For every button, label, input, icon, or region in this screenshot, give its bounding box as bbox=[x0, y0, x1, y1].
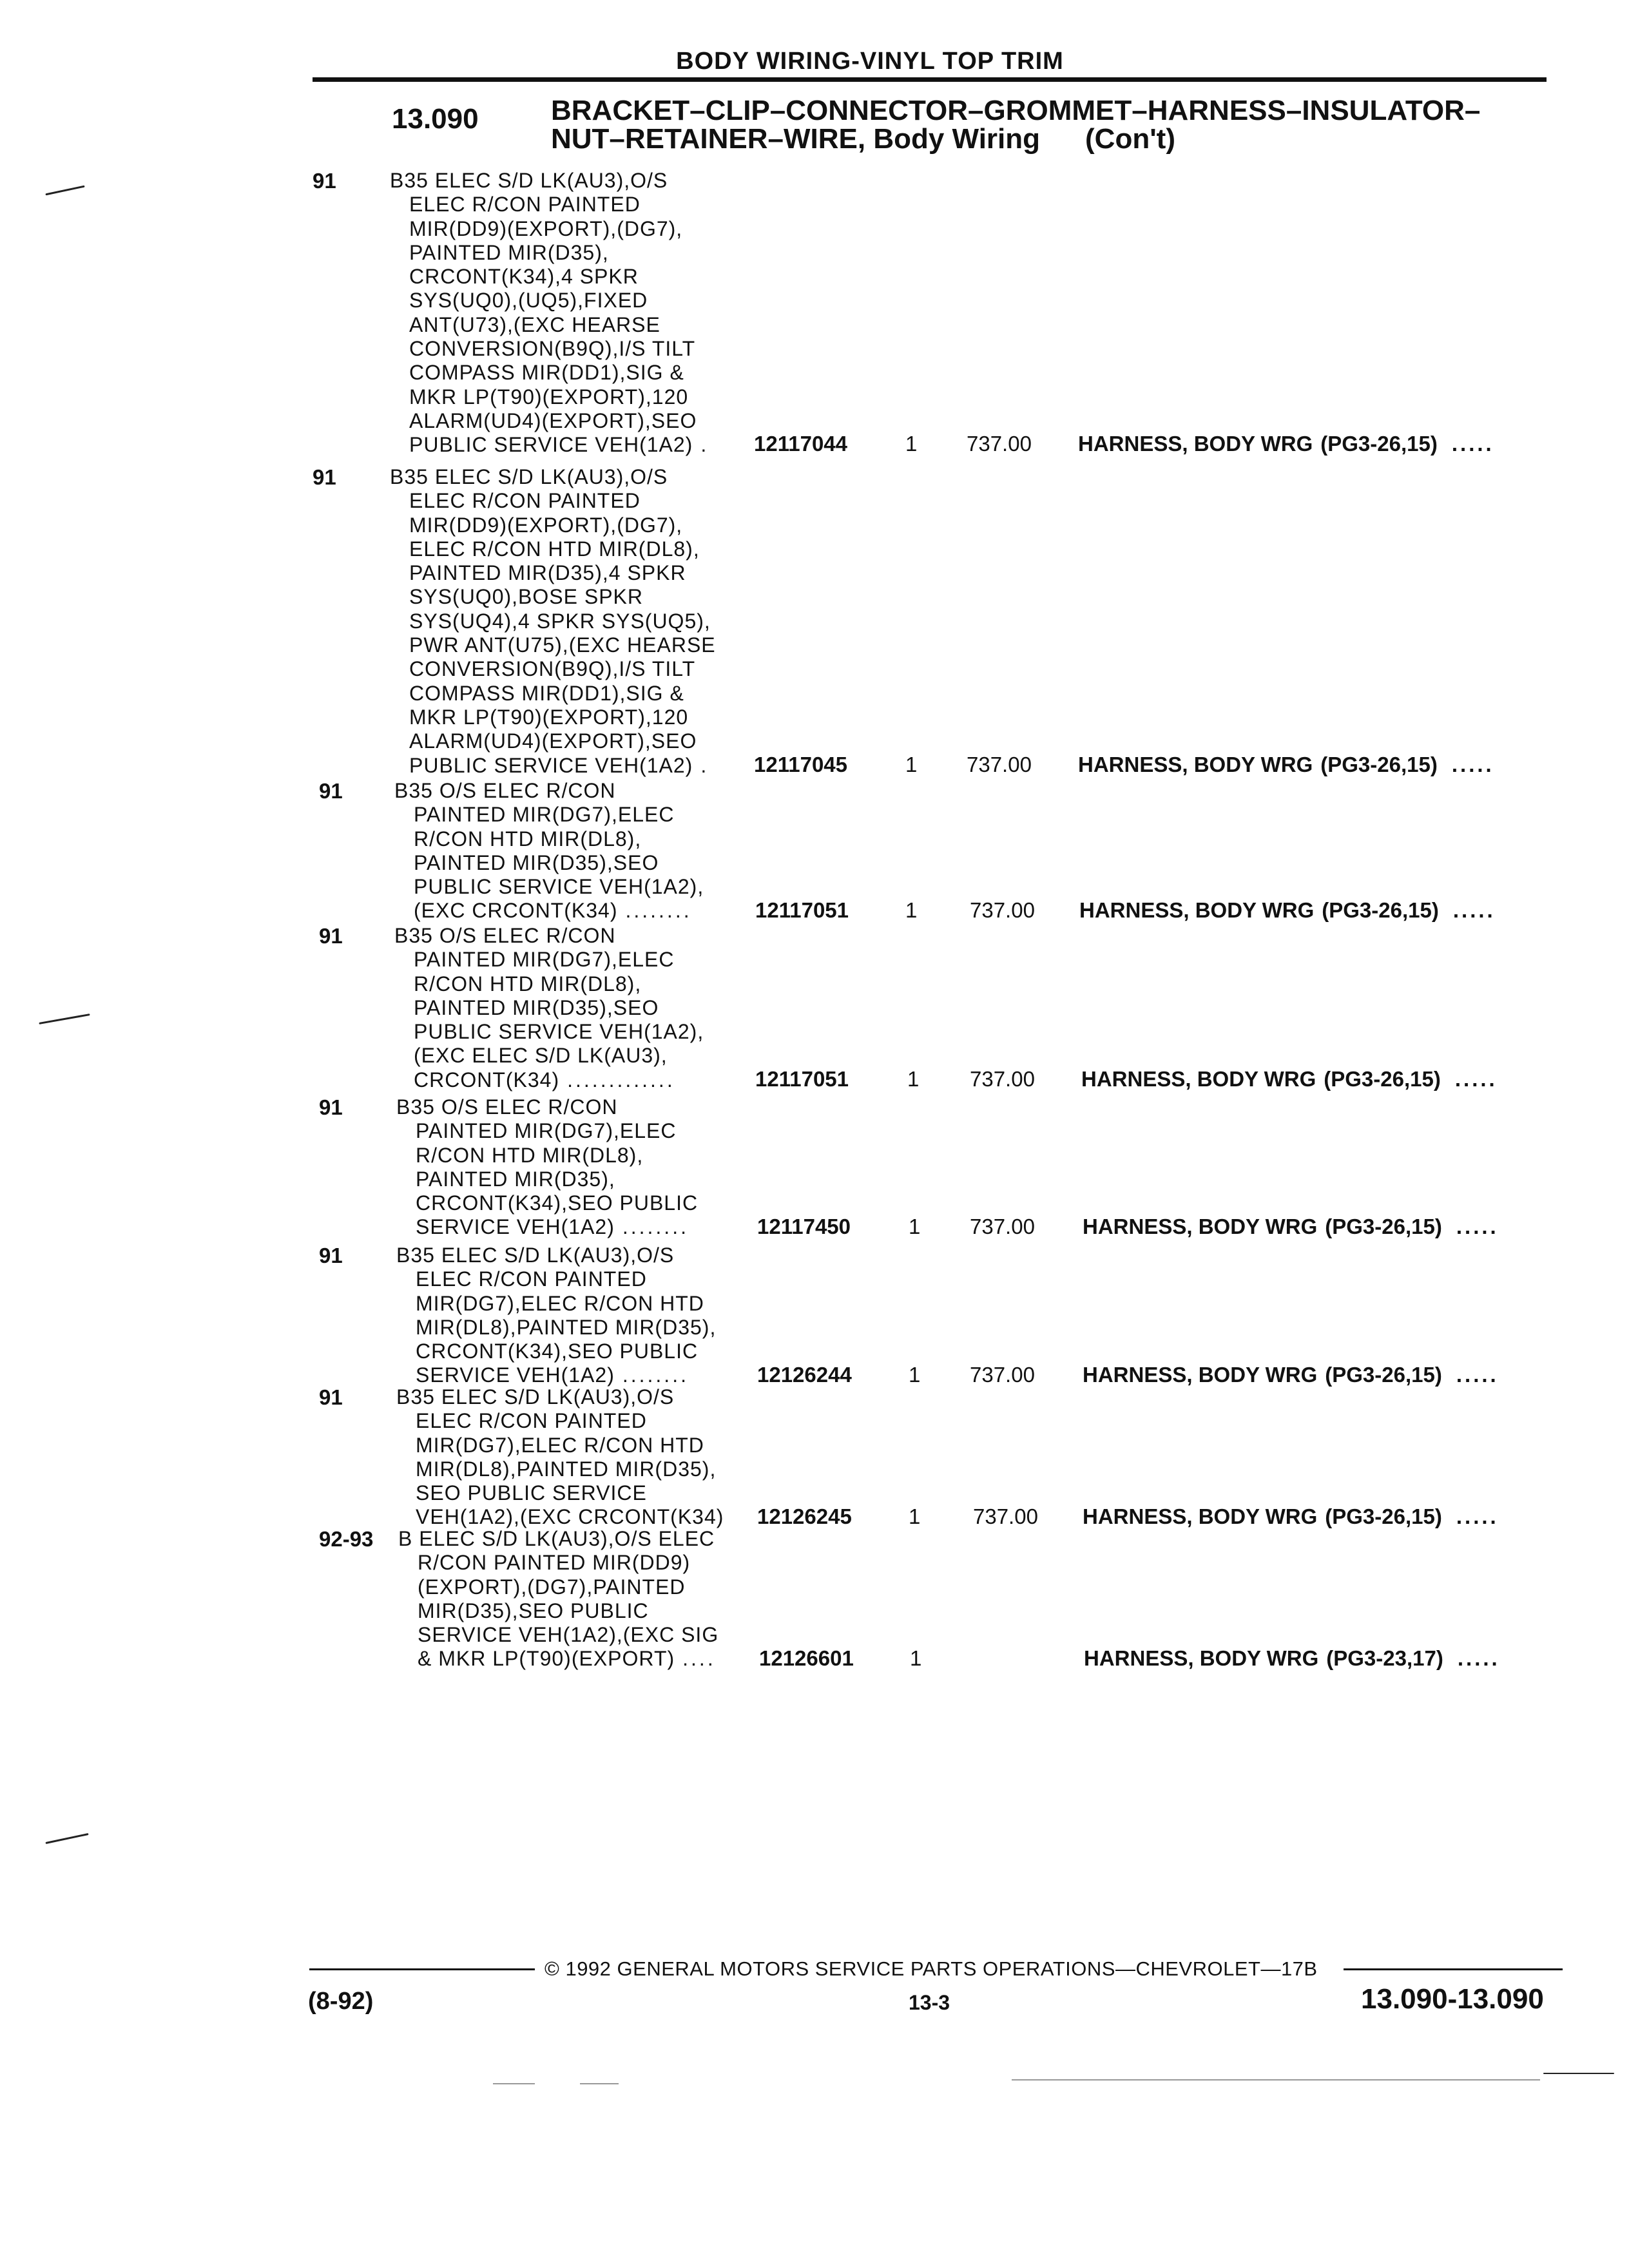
entry-qty: 1 bbox=[909, 1504, 921, 1528]
leader-dots: .... bbox=[682, 1647, 716, 1671]
part-name-text: HARNESS, BODY WRG bbox=[1079, 898, 1315, 922]
description-line: R/CON HTD MIR(DL8), bbox=[414, 827, 642, 850]
entry-price: 737.00 bbox=[970, 1362, 1035, 1387]
entry-part-no: 12117051 bbox=[755, 1066, 849, 1091]
entry-description bbox=[394, 779, 704, 923]
description-line: PUBLIC SERVICE VEH(1A2) bbox=[409, 433, 693, 457]
description-line: VEH(1A2),(EXC CRCONT(K34) bbox=[416, 1505, 724, 1529]
description-line: ELEC R/CON PAINTED bbox=[409, 193, 641, 216]
scan-mark bbox=[39, 1014, 90, 1024]
entry-description bbox=[390, 169, 709, 457]
entry-year: 91 bbox=[313, 465, 336, 489]
description-line: MKR LP(T90)(EXPORT),120 bbox=[409, 705, 689, 729]
leader-dots: ............. bbox=[567, 1068, 675, 1091]
part-name-text: HARNESS, BODY WRG bbox=[1083, 1504, 1318, 1528]
entry-part-name bbox=[1081, 1067, 1498, 1091]
description-line: B35 ELEC S/D LK(AU3),O/S bbox=[390, 169, 668, 192]
entry-price: 737.00 bbox=[967, 752, 1032, 776]
footer-section-range: 13.090-13.090 bbox=[1361, 1983, 1544, 2015]
description-line: SERVICE VEH(1A2) bbox=[416, 1363, 615, 1387]
entry-price: 737.00 bbox=[970, 898, 1035, 922]
entry-part-no: 12126244 bbox=[757, 1362, 852, 1387]
description-line: R/CON PAINTED MIR(DD9) bbox=[418, 1551, 691, 1575]
entry-qty: 1 bbox=[907, 1066, 920, 1091]
section-title-line-2-wrap bbox=[551, 125, 1518, 153]
description-line: CRCONT(K34),SEO PUBLIC bbox=[416, 1191, 699, 1215]
entry-price: 737.00 bbox=[970, 1214, 1035, 1238]
illustration-ref: (PG3-26,15) bbox=[1324, 1066, 1441, 1091]
description-line: ELEC R/CON PAINTED bbox=[416, 1409, 647, 1433]
entry-qty: 1 bbox=[909, 1362, 921, 1387]
part-name-text: HARNESS, BODY WRG bbox=[1081, 1066, 1316, 1091]
entry-qty: 1 bbox=[905, 752, 918, 776]
entry-year: 91 bbox=[319, 1244, 343, 1267]
description-line: PAINTED MIR(D35), bbox=[409, 240, 609, 264]
entry-description bbox=[390, 465, 716, 778]
description-line: PAINTED MIR(D35),SEO bbox=[414, 995, 659, 1019]
description-line: MIR(DG7),ELEC R/CON HTD bbox=[416, 1291, 704, 1315]
description-line: ALARM(UD4)(EXPORT),SEO bbox=[409, 729, 697, 753]
entry-part-no: 12117051 bbox=[755, 898, 849, 922]
entry-year: 91 bbox=[319, 779, 343, 803]
trailing-dots: ..... bbox=[1456, 1362, 1499, 1387]
description-line: (EXPORT),(DG7),PAINTED bbox=[418, 1575, 686, 1599]
description-line: B35 ELEC S/D LK(AU3),O/S bbox=[396, 1385, 675, 1408]
entry-part-name bbox=[1083, 1504, 1499, 1529]
entry-year: 92-93 bbox=[319, 1527, 374, 1551]
description-line: SYS(UQ0),(UQ5),FIXED bbox=[409, 289, 648, 312]
description-line: PAINTED MIR(D35),4 SPKR bbox=[409, 561, 686, 585]
trailing-dots: ..... bbox=[1451, 752, 1494, 776]
description-line: ELEC R/CON PAINTED bbox=[409, 489, 641, 513]
description-line: SERVICE VEH(1A2),(EXC SIG bbox=[418, 1623, 719, 1647]
entry-price: 737.00 bbox=[970, 1066, 1035, 1091]
entry-description bbox=[396, 1385, 724, 1530]
description-line: MIR(D35),SEO PUBLIC bbox=[418, 1599, 649, 1622]
illustration-ref: (PG3-26,15) bbox=[1325, 1214, 1442, 1238]
entry-part-no: 12126601 bbox=[759, 1646, 854, 1670]
scan-mark bbox=[1543, 2073, 1614, 2074]
description-line: CRCONT(K34),SEO PUBLIC bbox=[416, 1340, 699, 1363]
footer-rule-right bbox=[1344, 1968, 1563, 1970]
trailing-dots: ..... bbox=[1452, 898, 1496, 922]
entry-part-name bbox=[1078, 432, 1494, 456]
section-number: 13.090 bbox=[392, 103, 479, 135]
part-name-text: HARNESS, BODY WRG bbox=[1083, 1362, 1318, 1387]
description-line: PAINTED MIR(DG7),ELEC bbox=[414, 803, 675, 827]
trailing-dots: ..... bbox=[1451, 432, 1494, 456]
entry-description bbox=[398, 1527, 718, 1671]
part-name-text: HARNESS, BODY WRG bbox=[1078, 752, 1313, 776]
footer-copyright: © 1992 GENERAL MOTORS SERVICE PARTS OPERATIONS—CHEVROLET—17B bbox=[545, 1957, 1318, 1980]
entry-description bbox=[394, 924, 704, 1092]
entry-part-no: 12117044 bbox=[754, 432, 848, 456]
description-line: MIR(DG7),ELEC R/CON HTD bbox=[416, 1433, 704, 1457]
scan-mark bbox=[580, 2083, 619, 2084]
entry-part-no: 12126245 bbox=[757, 1504, 852, 1528]
scan-mark bbox=[45, 186, 84, 196]
leader-dots: . bbox=[700, 433, 709, 457]
entry-qty: 1 bbox=[910, 1646, 922, 1670]
description-line: PAINTED MIR(D35), bbox=[416, 1167, 615, 1191]
description-line: ALARM(UD4)(EXPORT),SEO bbox=[409, 408, 697, 432]
entry-qty: 1 bbox=[905, 432, 918, 456]
description-line: & MKR LP(T90)(EXPORT) bbox=[418, 1647, 675, 1671]
entry-price: 737.00 bbox=[967, 432, 1032, 456]
scan-mark bbox=[45, 1833, 88, 1844]
leader-dots: ........ bbox=[622, 1363, 689, 1387]
description-line: B35 O/S ELEC R/CON bbox=[394, 779, 616, 802]
entry-part-name bbox=[1079, 898, 1496, 923]
entry-year: 91 bbox=[313, 169, 336, 193]
leader-dots: ........ bbox=[625, 899, 692, 923]
illustration-ref: (PG3-26,15) bbox=[1325, 1362, 1442, 1387]
entry-part-name bbox=[1078, 753, 1494, 777]
scan-mark bbox=[1012, 2079, 1540, 2081]
description-line: B ELEC S/D LK(AU3),O/S ELEC bbox=[398, 1527, 715, 1550]
description-line: R/CON HTD MIR(DL8), bbox=[414, 972, 642, 995]
section-title-line-1: BRACKET–CLIP–CONNECTOR–GROMMET–HARNESS–INSULATOR– bbox=[551, 95, 1481, 126]
entry-year: 91 bbox=[319, 1095, 343, 1119]
description-line: MKR LP(T90)(EXPORT),120 bbox=[409, 385, 689, 408]
entry-description bbox=[396, 1095, 698, 1240]
footer-rule-left bbox=[309, 1968, 535, 1970]
footer-page-number: 13-3 bbox=[909, 1991, 950, 2014]
illustration-ref: (PG3-23,17) bbox=[1326, 1646, 1443, 1670]
entry-part-no: 12117450 bbox=[757, 1214, 851, 1238]
description-line: ANT(U73),(EXC HEARSE bbox=[409, 312, 660, 336]
section-continued: (Con't) bbox=[1085, 123, 1175, 155]
scan-mark bbox=[493, 2083, 535, 2084]
entry-year: 91 bbox=[319, 1385, 343, 1409]
description-line: PUBLIC SERVICE VEH(1A2) bbox=[409, 753, 693, 777]
entry-part-name bbox=[1083, 1363, 1499, 1387]
description-line: PAINTED MIR(D35),SEO bbox=[414, 850, 659, 874]
description-line: CRCONT(K34),4 SPKR bbox=[409, 265, 639, 289]
trailing-dots: ..... bbox=[1454, 1066, 1498, 1091]
illustration-ref: (PG3-26,15) bbox=[1320, 432, 1438, 456]
description-line: COMPASS MIR(DD1),SIG & bbox=[409, 681, 684, 705]
description-line: PWR ANT(U75),(EXC HEARSE bbox=[409, 633, 716, 657]
description-line: ELEC R/CON HTD MIR(DL8), bbox=[409, 537, 700, 561]
description-line: B35 O/S ELEC R/CON bbox=[396, 1095, 618, 1119]
description-line: (EXC ELEC S/D LK(AU3), bbox=[414, 1044, 668, 1068]
description-line: PAINTED MIR(DG7),ELEC bbox=[414, 948, 675, 972]
description-line: MIR(DL8),PAINTED MIR(D35), bbox=[416, 1457, 717, 1481]
part-name-text: HARNESS, BODY WRG bbox=[1084, 1646, 1319, 1670]
illustration-ref: (PG3-26,15) bbox=[1320, 752, 1438, 776]
description-line: SYS(UQ4),4 SPKR SYS(UQ5), bbox=[409, 609, 711, 633]
description-line: R/CON HTD MIR(DL8), bbox=[416, 1143, 644, 1167]
footer-date: (8-92) bbox=[308, 1988, 374, 2015]
leader-dots: . bbox=[700, 753, 709, 777]
description-line: PUBLIC SERVICE VEH(1A2), bbox=[414, 1020, 704, 1044]
entry-year: 91 bbox=[319, 924, 343, 948]
description-line: CONVERSION(B9Q),I/S TILT bbox=[409, 337, 696, 361]
description-line: B35 ELEC S/D LK(AU3),O/S bbox=[396, 1244, 675, 1267]
illustration-ref: (PG3-26,15) bbox=[1325, 1504, 1442, 1528]
part-name-text: HARNESS, BODY WRG bbox=[1083, 1214, 1318, 1238]
description-line: PAINTED MIR(DG7),ELEC bbox=[416, 1119, 677, 1143]
entry-price: 737.00 bbox=[973, 1504, 1038, 1528]
entry-description bbox=[396, 1244, 716, 1388]
section-title-line-2: NUT–RETAINER–WIRE, Body Wiring bbox=[551, 123, 1041, 155]
trailing-dots: ..... bbox=[1457, 1646, 1500, 1670]
entry-qty: 1 bbox=[909, 1214, 921, 1238]
trailing-dots: ..... bbox=[1456, 1214, 1499, 1238]
part-name-text: HARNESS, BODY WRG bbox=[1078, 432, 1313, 456]
entry-part-no: 12117045 bbox=[754, 752, 848, 776]
description-line: SEO PUBLIC SERVICE bbox=[416, 1481, 647, 1505]
description-line: CONVERSION(B9Q),I/S TILT bbox=[409, 657, 696, 681]
entry-part-name bbox=[1083, 1215, 1499, 1239]
description-line: (EXC CRCONT(K34) bbox=[414, 899, 618, 923]
description-line: CRCONT(K34) bbox=[414, 1068, 560, 1091]
trailing-dots: ..... bbox=[1456, 1504, 1499, 1528]
description-line: MIR(DL8),PAINTED MIR(D35), bbox=[416, 1315, 717, 1339]
description-line: MIR(DD9)(EXPORT),(DG7), bbox=[409, 513, 683, 537]
description-line: SERVICE VEH(1A2) bbox=[416, 1215, 615, 1239]
leader-dots: ........ bbox=[622, 1215, 689, 1239]
description-line: B35 ELEC S/D LK(AU3),O/S bbox=[390, 465, 668, 488]
section-title bbox=[551, 97, 1518, 153]
description-line: COMPASS MIR(DD1),SIG & bbox=[409, 361, 684, 385]
entry-part-name bbox=[1084, 1646, 1500, 1671]
description-line: ELEC R/CON PAINTED bbox=[416, 1267, 647, 1291]
header-rule bbox=[313, 77, 1547, 82]
description-line: MIR(DD9)(EXPORT),(DG7), bbox=[409, 216, 683, 240]
page-header-title: BODY WIRING-VINYL TOP TRIM bbox=[676, 48, 1064, 75]
illustration-ref: (PG3-26,15) bbox=[1322, 898, 1439, 922]
description-line: B35 O/S ELEC R/CON bbox=[394, 924, 616, 947]
description-line: PUBLIC SERVICE VEH(1A2), bbox=[414, 875, 704, 899]
entry-qty: 1 bbox=[905, 898, 918, 922]
description-line: SYS(UQ0),BOSE SPKR bbox=[409, 585, 643, 609]
